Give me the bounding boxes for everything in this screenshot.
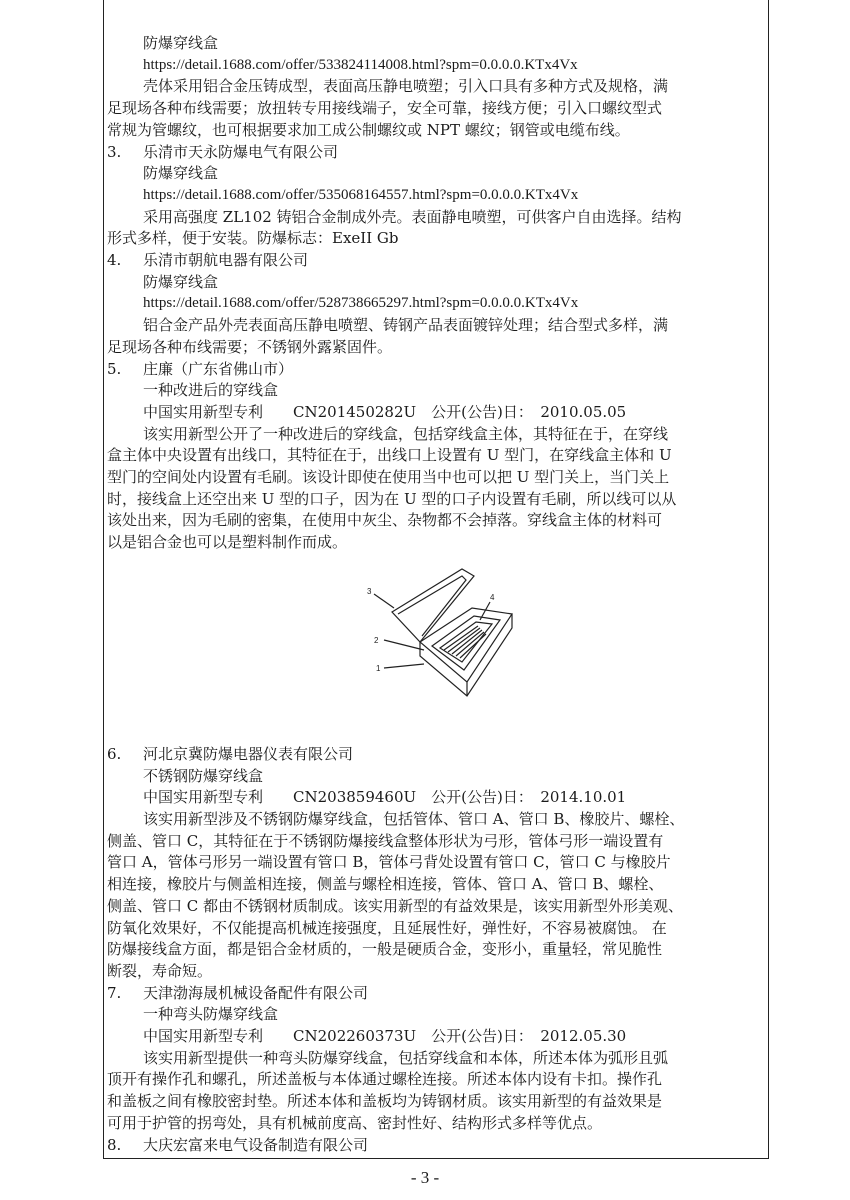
label-2: 2 — [374, 635, 379, 645]
entry-6-heading — [107, 744, 763, 766]
description-line: 盒主体中央设置有出线口，其特征在于，出线口上设置有 U 型门，在穿线盒主体和 U — [107, 446, 672, 465]
patent-info: 中国实用新型专利 CN202260373U 公开(公告)日： 2012.05.30 — [143, 1027, 627, 1046]
label-1: 1 — [376, 663, 381, 673]
product-url[interactable]: https://detail.1688.com/offer/533824114008.html?spm=0.0.0.0.KTx4Vx — [143, 56, 578, 73]
company-name: 大庆宏富来电气设备制造有限公司 — [143, 1135, 369, 1154]
document-body — [107, 33, 763, 1156]
entry-number: 3. — [107, 142, 122, 161]
description-line: 可用于护管的拐弯处，具有机械前度高、密封性好、结构形式多样等优点。 — [107, 1113, 603, 1132]
company-name: 河北京冀防爆电器仪表有限公司 — [143, 744, 354, 763]
patent-info: 中国实用新型专利 CN203859460U 公开(公告)日： 2014.10.01 — [143, 788, 627, 807]
description-line: 常规为管螺纹，也可根据要求加工成公制螺纹或 NPT 螺纹；钢管或电缆布线。 — [107, 120, 630, 139]
description-line: 壳体采用铝合金压铸成型，表面高压静电喷塑；引入口具有多种方式及规格，满 — [143, 77, 669, 96]
description-line: 采用高强度 ZL102 铸铝合金制成外壳。表面静电喷塑，可供客户自由选择。结构 — [143, 207, 682, 226]
description-line: 和盖板之间有橡胶密封垫。所述本体和盖板均为铸钢材质。该实用新型的有益效果是 — [107, 1092, 663, 1111]
description-line: 足现场各种布线需要；放扭转专用接线端子，安全可靠，接线方便；引入口螺纹型式 — [107, 99, 663, 118]
company-name: 乐清市天永防爆电气有限公司 — [143, 142, 339, 161]
description-line: 侧盖、管口 C 都由不锈钢材质制成。该实用新型的有益效果是，该实用新型外形美观、 — [107, 896, 684, 915]
product-name: 一种改进后的穿线盒 — [143, 381, 279, 400]
entry-8-heading — [107, 1135, 763, 1157]
product-name: 不锈钢防爆穿线盒 — [143, 766, 264, 785]
entry-5-heading — [107, 359, 763, 381]
description-line: 足现场各种布线需要；不锈钢外露紧固件。 — [107, 337, 393, 356]
entry-number: 5. — [107, 359, 122, 378]
product-name: 防爆穿线盒 — [143, 272, 219, 291]
product-url[interactable]: https://detail.1688.com/offer/535068164557.html?spm=0.0.0.0.KTx4Vx — [143, 186, 579, 203]
product-url[interactable]: https://detail.1688.com/offer/528738665297.html?spm=0.0.0.0.KTx4Vx — [143, 295, 579, 312]
description-line: 管口 A，管体弓形另一端设置有管口 B，管体弓背处设置有管口 C，管口 C 与橡胶片 — [107, 853, 671, 872]
junction-box-drawing — [362, 564, 562, 714]
description-line: 侧盖、管口 C，其特征在于不锈钢防爆接线盒整体形状为弓形，管体弓形一端设置有 — [107, 831, 664, 850]
product-name: 防爆穿线盒 — [143, 164, 219, 183]
description-line: 顶开有操作孔和螺孔，所述盖板与本体通过螺栓连接。所述本体内设有卡扣。操作孔 — [107, 1070, 663, 1089]
label-4: 4 — [490, 592, 495, 602]
description-line: 防爆接线盒方面，都是铝合金材质的，一般是硬质合金，变形小，重量轻，常见脆性 — [107, 940, 663, 959]
entry-4-heading — [107, 250, 763, 272]
page-number: - 3 - — [410, 1168, 440, 1187]
description-line: 铝合金产品外壳表面高压静电喷塑、铸钢产品表面镀锌处理；结合型式多样，满 — [143, 316, 669, 335]
description-line: 该实用新型提供一种弯头防爆穿线盒，包括穿线盒和本体，所述本体为弧形且弧 — [143, 1048, 669, 1067]
description-line: 时，接线盒上还空出来 U 型的口子，因为在 U 型的口子内设置有毛刷，所以线可以从 — [107, 489, 677, 508]
description-line: 型门的空间处内设置有毛刷。该设计即使在使用当中也可以把 U 型门关上，当门关上 — [107, 468, 670, 487]
entry-number: 6. — [107, 744, 122, 763]
description-line: 防氧化效果好，不仅能提高机械连接强度，且延展性好，弹性好，不容易被腐蚀。 在 — [107, 918, 667, 937]
patent-figure — [107, 554, 763, 744]
entry-number: 7. — [107, 983, 122, 1002]
product-name: 防爆穿线盒 — [143, 34, 219, 52]
description-line: 该处出来，因为毛刷的密集，在使用中灰尘、杂物都不会掉落。穿线盒主体的材料可 — [107, 511, 663, 530]
product-name: 一种弯头防爆穿线盒 — [143, 1005, 279, 1024]
entry-number: 4. — [107, 251, 122, 270]
entry-7-heading — [107, 983, 763, 1005]
description-line: 该实用新型涉及不锈钢防爆穿线盒，包括管体、管口 A、管口 B、橡胶片、螺栓、 — [143, 809, 685, 828]
label-3: 3 — [367, 586, 372, 596]
entry-number: 8. — [107, 1135, 122, 1154]
entry-3-heading — [107, 142, 763, 164]
company-name: 乐清市朝航电器有限公司 — [143, 251, 309, 270]
patent-info: 中国实用新型专利 CN201450282U 公开(公告)日： 2010.05.05 — [143, 402, 627, 421]
description-line: 断裂，寿命短。 — [107, 961, 213, 980]
company-name: 庄廉（广东省佛山市） — [143, 359, 294, 378]
description-line: 该实用新型公开了一种改进后的穿线盒，包括穿线盒主体，其特征在于，在穿线 — [143, 424, 669, 443]
description-line: 以是铝合金也可以是塑料制作而成。 — [107, 533, 348, 552]
description-line: 相连接，橡胶片与侧盖相连接，侧盖与螺栓相连接，管体、管口 A、管口 B、螺栓、 — [107, 875, 664, 894]
company-name: 天津渤海晟机械设备配件有限公司 — [143, 983, 369, 1002]
description-line: 形式多样，便于安装。防爆标志：ExeII Gb — [107, 229, 399, 248]
